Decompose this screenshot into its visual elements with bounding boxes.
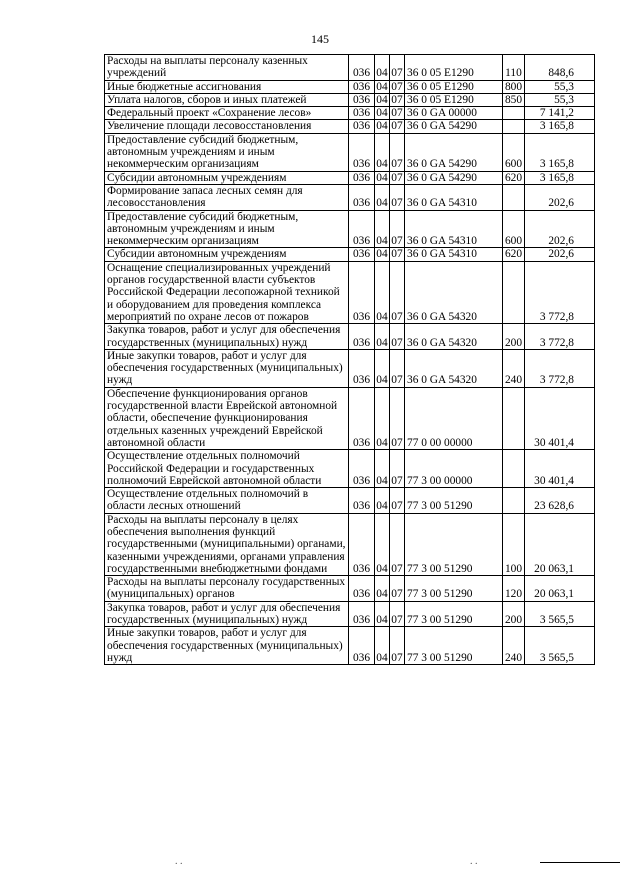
- footer-mark-right: . .: [470, 856, 478, 867]
- expense-name-cell: Обеспечение функционирования органов государственной власти Еврейской автономной области, обеспечение функционирования отдельных казенных учреждений Еврейской автономной области: [105, 387, 349, 449]
- expense-name-cell: Предоставление субсидий бюджетным, автономным учреждениям и иным некоммерческим организациям: [105, 210, 349, 248]
- target-article-cell: 36 0 GA 54310: [405, 248, 503, 261]
- target-article-cell: 36 0 GA 54320: [405, 349, 503, 387]
- section-code-cell: 04: [375, 513, 390, 575]
- amount-cell: 3 772,8: [525, 324, 595, 350]
- target-article-cell: 36 0 GA 54290: [405, 171, 503, 184]
- table-row: [105, 488, 595, 514]
- table-row: [105, 93, 595, 106]
- subsection-code-cell: 07: [391, 171, 403, 184]
- section-code-cell: 04: [376, 93, 388, 106]
- footer-rule: [540, 862, 620, 863]
- subsection-code-cell: 07: [391, 248, 403, 261]
- admin-code-cell: 036: [349, 248, 375, 261]
- admin-code-cell: 036: [349, 513, 375, 575]
- expense-name-cell: Закупка товаров, работ и услуг для обеспечения государственных (муниципальных) нужд: [105, 601, 349, 627]
- expense-type-cell: [503, 184, 525, 210]
- subsection-code-cell: 07: [391, 120, 403, 133]
- budget-table: [104, 54, 595, 665]
- expense-type-cell: [503, 387, 525, 449]
- expense-type-cell: [503, 261, 525, 323]
- admin-code-cell: 036: [349, 488, 375, 514]
- section-code-cell: 04: [375, 55, 390, 81]
- expense-name-cell: Увеличение площади лесовосстановления: [105, 120, 349, 133]
- target-article-cell: 36 0 GA 54310: [405, 210, 503, 248]
- amount-cell: 3 565,5: [525, 627, 595, 665]
- section-code-cell: 04: [376, 80, 388, 93]
- table-row: [105, 513, 595, 575]
- table-row: [105, 261, 595, 323]
- amount-cell: 202,6: [525, 184, 595, 210]
- section-code-cell: 04: [376, 248, 388, 261]
- subsection-code-cell: 07: [390, 576, 405, 602]
- admin-code-cell: 036: [349, 627, 375, 665]
- admin-code-cell: 036: [349, 55, 375, 81]
- expense-type-cell: 240: [503, 349, 525, 387]
- section-code-cell: 04: [375, 576, 390, 602]
- target-article-cell: 77 3 00 51290: [405, 488, 503, 514]
- table-body: [105, 55, 595, 665]
- table-row: [105, 107, 595, 120]
- target-article-cell: 77 3 00 51290: [405, 513, 503, 575]
- table-row: [105, 133, 595, 171]
- target-article-cell: 77 0 00 00000: [405, 387, 503, 449]
- amount-cell: 202,6: [525, 248, 595, 261]
- target-article-cell: 36 0 GA 54290: [405, 120, 503, 133]
- amount-cell: 202,6: [525, 210, 595, 248]
- section-code-cell: 04: [376, 120, 388, 133]
- target-article-cell: 77 3 00 00000: [405, 450, 503, 488]
- expense-type-cell: 200: [503, 601, 525, 627]
- target-article-cell: 77 3 00 51290: [405, 601, 503, 627]
- amount-cell: 23 628,6: [525, 488, 595, 514]
- target-article-cell: 36 0 GA 54310: [405, 184, 503, 210]
- subsection-code-cell: 07: [390, 133, 405, 171]
- amount-cell: 20 063,1: [525, 513, 595, 575]
- section-code-cell: 04: [375, 184, 390, 210]
- expense-name-cell: Федеральный проект «Сохранение лесов»: [105, 107, 349, 120]
- amount-cell: 7 141,2: [525, 107, 595, 120]
- subsection-code-cell: 07: [391, 107, 403, 120]
- amount-cell: 55,3: [525, 80, 595, 93]
- expense-type-cell: 850: [503, 93, 525, 106]
- admin-code-cell: 036: [349, 387, 375, 449]
- expense-type-cell: 600: [503, 133, 525, 171]
- target-article-cell: 36 0 GA 00000: [405, 107, 503, 120]
- section-code-cell: 04: [375, 349, 390, 387]
- table-row: [105, 120, 595, 133]
- expense-type-cell: 800: [503, 80, 525, 93]
- amount-cell: 3 165,8: [525, 133, 595, 171]
- admin-code-cell: 036: [349, 324, 375, 350]
- subsection-code-cell: 07: [390, 601, 405, 627]
- target-article-cell: 36 0 05 E1290: [405, 80, 503, 93]
- expense-type-cell: 600: [503, 210, 525, 248]
- table-row: [105, 450, 595, 488]
- target-article-cell: 36 0 05 E1290: [405, 93, 503, 106]
- admin-code-cell: 036: [349, 261, 375, 323]
- section-code-cell: 04: [375, 601, 390, 627]
- expense-type-cell: 120: [503, 576, 525, 602]
- amount-cell: 30 401,4: [525, 450, 595, 488]
- amount-cell: 55,3: [525, 93, 595, 106]
- expense-type-cell: [503, 488, 525, 514]
- subsection-code-cell: 07: [390, 450, 405, 488]
- expense-name-cell: Формирование запаса лесных семян для лесовосстановления: [105, 184, 349, 210]
- section-code-cell: 04: [375, 627, 390, 665]
- amount-cell: 3 772,8: [525, 261, 595, 323]
- table-row: [105, 171, 595, 184]
- amount-cell: 3 772,8: [525, 349, 595, 387]
- expense-name-cell: Оснащение специализированных учреждений органов государственной власти субъектов Российской Федерации лесопожарной техникой и оборудованием для проведения комплекса мероприятий по охране лесов от пожаров: [105, 261, 349, 323]
- amount-cell: 3 165,8: [525, 120, 595, 133]
- subsection-code-cell: 07: [390, 55, 405, 81]
- table-row: [105, 184, 595, 210]
- expense-type-cell: [503, 120, 525, 133]
- section-code-cell: 04: [375, 133, 390, 171]
- table-row: [105, 324, 595, 350]
- admin-code-cell: 036: [349, 576, 375, 602]
- subsection-code-cell: 07: [391, 80, 403, 93]
- expense-type-cell: 620: [503, 248, 525, 261]
- expense-name-cell: Расходы на выплаты персоналу казенных учреждений: [105, 55, 349, 81]
- admin-code-cell: 036: [349, 133, 375, 171]
- subsection-code-cell: 07: [390, 627, 405, 665]
- subsection-code-cell: 07: [391, 93, 403, 106]
- amount-cell: 30 401,4: [525, 387, 595, 449]
- expense-type-cell: [503, 107, 525, 120]
- target-article-cell: 36 0 GA 54290: [405, 133, 503, 171]
- expense-name-cell: Осуществление отдельных полномочий в области лесных отношений: [105, 488, 349, 514]
- section-code-cell: 04: [375, 261, 390, 323]
- footer-mark-left: . .: [175, 856, 183, 867]
- section-code-cell: 04: [376, 107, 388, 120]
- table-row: [105, 627, 595, 665]
- admin-code-cell: 036: [349, 93, 375, 106]
- admin-code-cell: 036: [349, 184, 375, 210]
- section-code-cell: 04: [376, 171, 388, 184]
- subsection-code-cell: 07: [390, 261, 405, 323]
- expense-type-cell: [503, 450, 525, 488]
- target-article-cell: 77 3 00 51290: [405, 576, 503, 602]
- subsection-code-cell: 07: [390, 488, 405, 514]
- admin-code-cell: 036: [349, 601, 375, 627]
- expense-type-cell: 100: [503, 513, 525, 575]
- target-article-cell: 36 0 GA 54320: [405, 261, 503, 323]
- amount-cell: 3 565,5: [525, 601, 595, 627]
- section-code-cell: 04: [375, 450, 390, 488]
- table-row: [105, 210, 595, 248]
- section-code-cell: 04: [375, 324, 390, 350]
- expense-name-cell: Расходы на выплаты персоналу государственных (муниципальных) органов: [105, 576, 349, 602]
- section-code-cell: 04: [375, 387, 390, 449]
- table-row: [105, 55, 595, 81]
- expense-type-cell: 110: [503, 55, 525, 81]
- expense-name-cell: Субсидии автономным учреждениям: [105, 171, 349, 184]
- table-row: [105, 601, 595, 627]
- admin-code-cell: 036: [349, 349, 375, 387]
- admin-code-cell: 036: [349, 80, 375, 93]
- admin-code-cell: 036: [349, 107, 375, 120]
- amount-cell: 20 063,1: [525, 576, 595, 602]
- expense-name-cell: Иные закупки товаров, работ и услуг для обеспечения государственных (муниципальных) нужд: [105, 627, 349, 665]
- expense-name-cell: Субсидии автономным учреждениям: [105, 248, 349, 261]
- admin-code-cell: 036: [349, 210, 375, 248]
- section-code-cell: 04: [375, 210, 390, 248]
- amount-cell: 848,6: [525, 55, 595, 81]
- expense-name-cell: Расходы на выплаты персоналу в целях обеспечения выполнения функций государственными (муниципальными) органами, казенными учреждениями, органами управления государственными внебюджетными фондами: [105, 513, 349, 575]
- table-row: [105, 80, 595, 93]
- subsection-code-cell: 07: [390, 184, 405, 210]
- expense-type-cell: 240: [503, 627, 525, 665]
- table-row: [105, 387, 595, 449]
- subsection-code-cell: 07: [390, 324, 405, 350]
- amount-cell: 3 165,8: [525, 171, 595, 184]
- target-article-cell: 77 3 00 51290: [405, 627, 503, 665]
- expense-name-cell: Иные бюджетные ассигнования: [105, 80, 349, 93]
- page-number: 145: [311, 32, 329, 46]
- admin-code-cell: 036: [349, 171, 375, 184]
- admin-code-cell: 036: [349, 120, 375, 133]
- expense-name-cell: Уплата налогов, сборов и иных платежей: [105, 93, 349, 106]
- subsection-code-cell: 07: [390, 513, 405, 575]
- expense-name-cell: Предоставление субсидий бюджетным, автономным учреждениям и иным некоммерческим организациям: [105, 133, 349, 171]
- table-row: [105, 248, 595, 261]
- target-article-cell: 36 0 05 E1290: [405, 55, 503, 81]
- target-article-cell: 36 0 GA 54320: [405, 324, 503, 350]
- expense-type-cell: 620: [503, 171, 525, 184]
- section-code-cell: 04: [375, 488, 390, 514]
- subsection-code-cell: 07: [390, 210, 405, 248]
- admin-code-cell: 036: [349, 450, 375, 488]
- table-row: [105, 576, 595, 602]
- expense-name-cell: Закупка товаров, работ и услуг для обеспечения государственных (муниципальных) нужд: [105, 324, 349, 350]
- table-row: [105, 349, 595, 387]
- expense-name-cell: Осуществление отдельных полномочий Российской Федерации и государственных полномочий Еврейской автономной области: [105, 450, 349, 488]
- expense-name-cell: Иные закупки товаров, работ и услуг для обеспечения государственных (муниципальных) нужд: [105, 349, 349, 387]
- subsection-code-cell: 07: [390, 349, 405, 387]
- subsection-code-cell: 07: [390, 387, 405, 449]
- expense-type-cell: 200: [503, 324, 525, 350]
